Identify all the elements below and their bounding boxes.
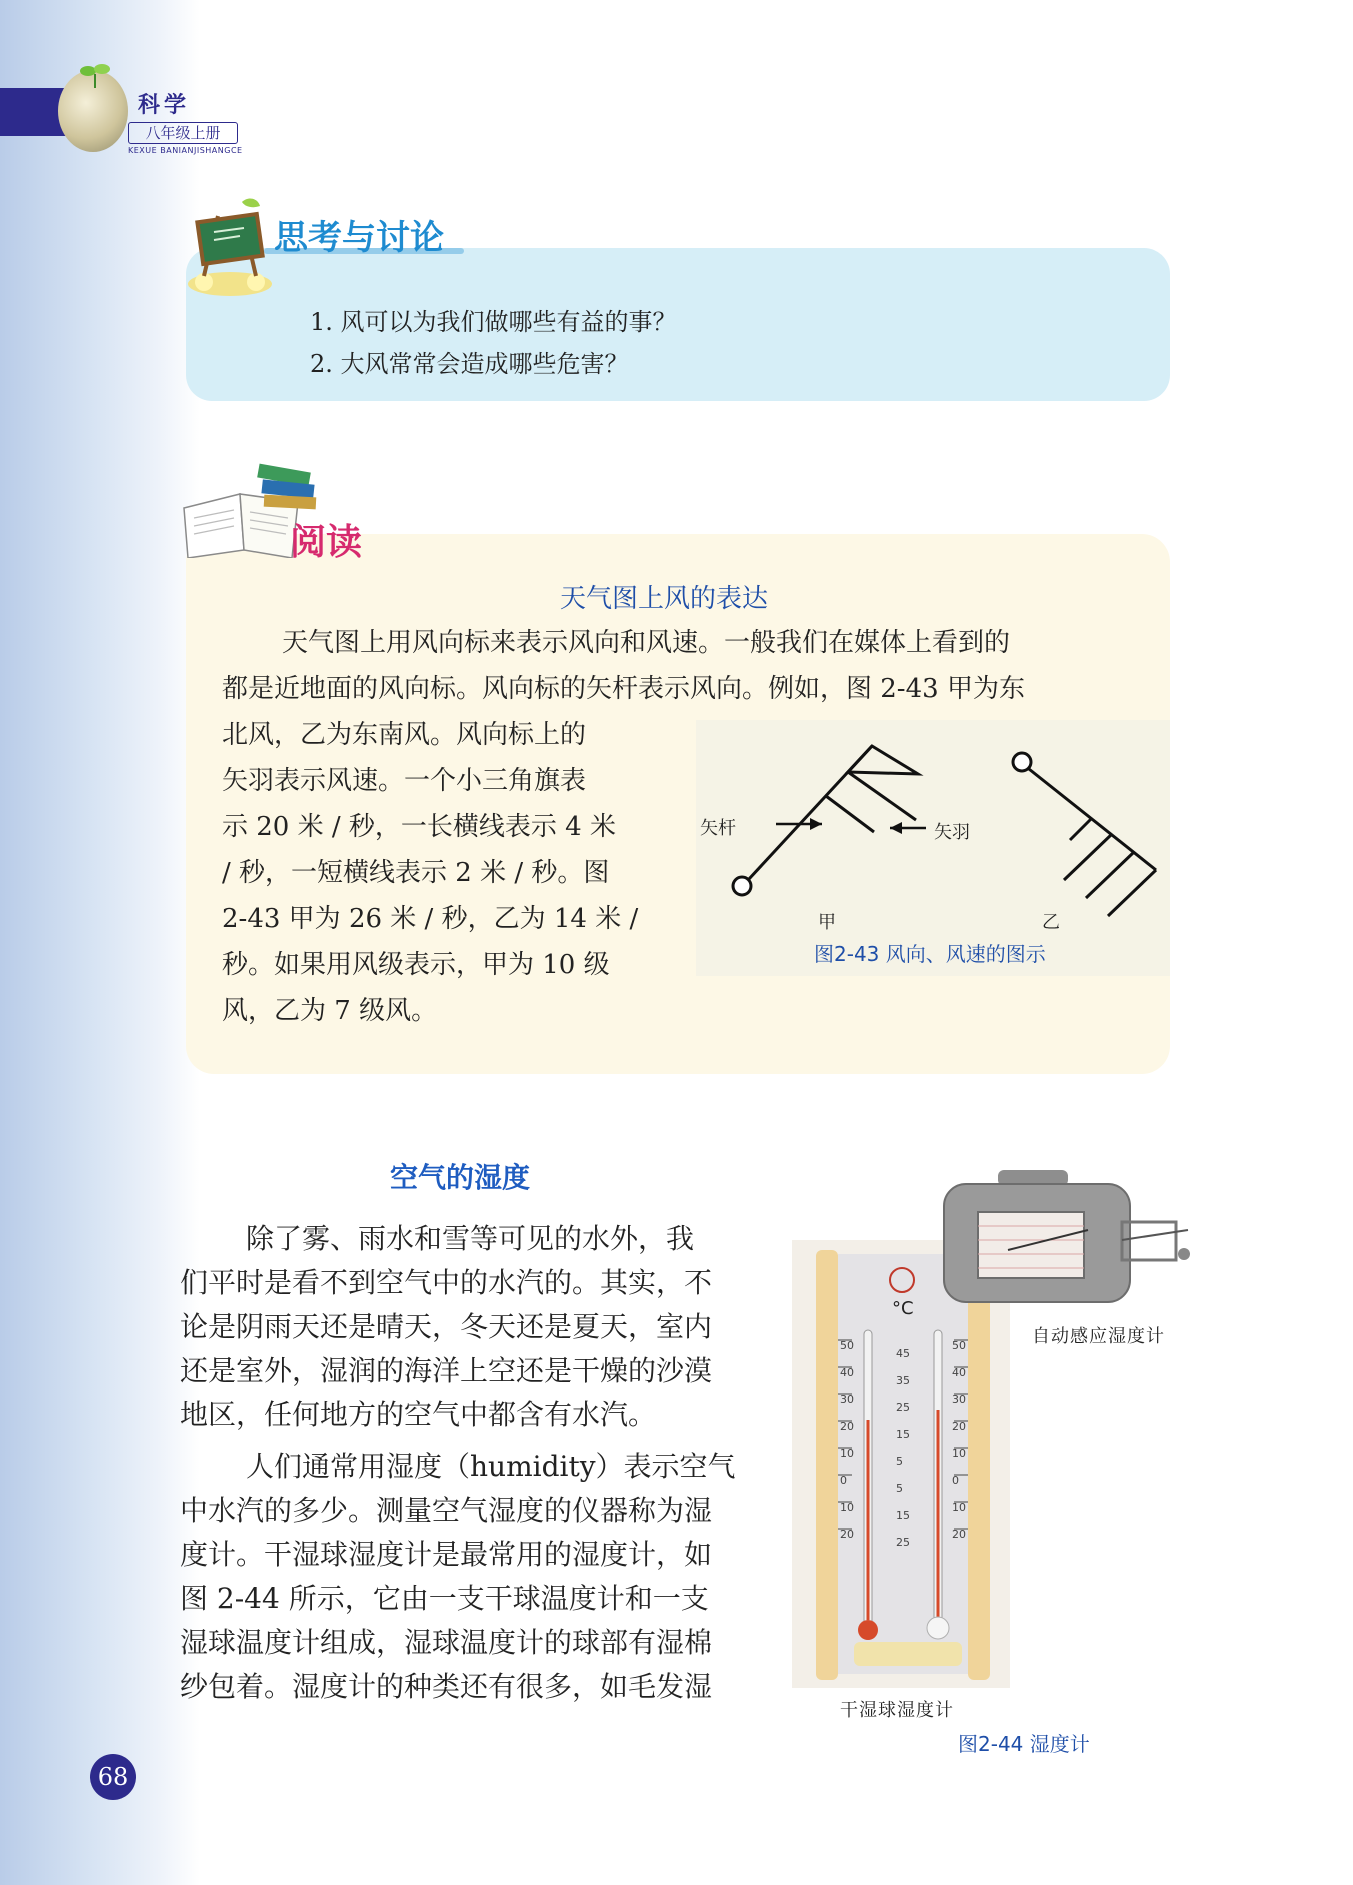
think-discuss-title: 思考与讨论 bbox=[274, 218, 444, 258]
figure-2-44-caption: 图2-44 湿度计 bbox=[958, 1732, 1090, 1756]
body-line-10: 湿球温度计组成，湿球温度计的球部有湿棉 bbox=[180, 1626, 713, 1659]
celsius-unit-label: °C bbox=[892, 1298, 914, 1319]
scale-outer-right: 50 40 30 20 10 0 10 20 bbox=[952, 1339, 966, 1541]
scale-outer-left: 50 40 30 20 10 0 10 20 bbox=[840, 1339, 854, 1541]
section-title-humidity: 空气的湿度 bbox=[390, 1161, 531, 1194]
body-line-4: 还是室外，湿润的海洋上空还是干燥的沙漠 bbox=[180, 1354, 713, 1387]
reading-line-9: 风，乙为 7 级风。 bbox=[222, 996, 438, 1026]
reading-line-1: 天气图上用风向标来表示风向和风速。一般我们在媒体上看到的 bbox=[282, 628, 1011, 658]
feather-label: 矢羽 bbox=[934, 822, 970, 843]
reading-line-3: 北风，乙为东南风。风向标上的 bbox=[222, 720, 587, 750]
body-line-9: 图 2-44 所示，它由一支干球温度计和一支 bbox=[180, 1582, 709, 1615]
reading-line-2: 都是近地面的风向标。风向标的矢杆表示风向。例如，图 2-43 甲为东 bbox=[222, 674, 1025, 704]
book-pinyin-label: KEXUE BANIANJISHANGCE bbox=[128, 146, 243, 155]
book-subject-title: 科学 bbox=[138, 93, 191, 118]
body-line-2: 们平时是看不到空气中的水汽的。其实，不 bbox=[180, 1266, 713, 1299]
reading-line-8: 秒。如果用风级表示，甲为 10 级 bbox=[222, 950, 610, 980]
body-line-1: 除了雾、雨水和雪等可见的水外，我 bbox=[246, 1222, 695, 1255]
auto-hygrometer-label: 自动感应湿度计 bbox=[1032, 1326, 1165, 1347]
reading-line-5: 示 20 米 / 秒，一长横线表示 4 米 bbox=[222, 812, 616, 842]
sprout-icon bbox=[78, 62, 112, 88]
body-line-8: 度计。干湿球湿度计是最常用的湿度计，如 bbox=[180, 1538, 713, 1571]
reading-line-4: 矢羽表示风速。一个小三角旗表 bbox=[222, 766, 587, 796]
reading-title: 阅读 bbox=[290, 522, 363, 563]
body-line-5: 地区，任何地方的空气中都含有水汽。 bbox=[180, 1398, 657, 1431]
question-1: 1. 风可以为我们做哪些有益的事？ bbox=[310, 308, 677, 336]
automatic-hygrometer-photo bbox=[938, 1160, 1192, 1310]
blackboard-easel-icon bbox=[184, 196, 276, 296]
dry-wet-hygrometer-label: 干湿球湿度计 bbox=[840, 1700, 954, 1721]
book-grade-label: 八年级上册 bbox=[128, 122, 238, 144]
page-sidebar-gradient bbox=[0, 0, 200, 1885]
body-line-6: 人们通常用湿度（humidity）表示空气 bbox=[246, 1450, 736, 1483]
figure-2-43-caption: 图2-43 风向、风速的图示 bbox=[814, 942, 1046, 966]
body-line-7: 中水汽的多少。测量空气湿度的仪器称为湿 bbox=[180, 1494, 713, 1527]
figure-2-43-wind-barbs bbox=[696, 720, 1170, 976]
body-line-11: 纱包着。湿度计的种类还有很多，如毛发湿 bbox=[180, 1670, 713, 1703]
reading-line-6: / 秒，一短横线表示 2 米 / 秒。图 bbox=[222, 858, 610, 888]
reading-line-7: 2-43 甲为 26 米 / 秒，乙为 14 米 / bbox=[222, 904, 639, 934]
reading-subtitle: 天气图上风的表达 bbox=[560, 584, 769, 614]
barb-jia-label: 甲 bbox=[818, 912, 836, 933]
scale-inner: 45 35 25 15 5 5 15 25 bbox=[896, 1347, 910, 1549]
page-number: 68 bbox=[90, 1754, 136, 1800]
question-2: 2. 大风常常会造成哪些危害？ bbox=[310, 350, 629, 378]
shaft-label: 矢杆 bbox=[700, 818, 736, 839]
barb-yi-label: 乙 bbox=[1042, 912, 1060, 933]
body-line-3: 论是阴雨天还是晴天，冬天还是夏天，室内 bbox=[180, 1310, 713, 1343]
